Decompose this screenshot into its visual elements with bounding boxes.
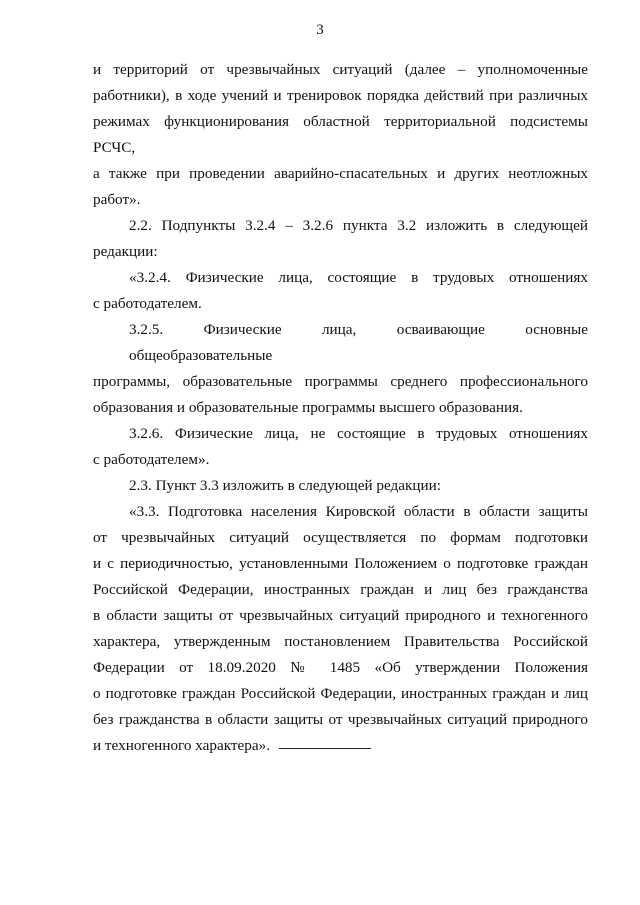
text-line: о подготовке граждан Российской Федерации, иностранных граждан и лиц (93, 685, 588, 702)
paragraph (93, 421, 588, 473)
text-line: а также при проведении аварийно-спасательных и других неотложных (93, 165, 588, 182)
text-line: и с периодичностью, установленными Положением о подготовке граждан (93, 555, 588, 572)
paragraph (93, 317, 588, 421)
text-line: 2.3. Пункт 3.3 изложить в следующей редакции: (129, 477, 442, 494)
paragraph (93, 265, 588, 317)
document-body (93, 57, 588, 759)
paragraph (93, 499, 588, 759)
text-line: от чрезвычайных ситуаций осуществляется по формам подготовки (93, 529, 588, 546)
text-line: без гражданства в области защиты от чрезвычайных ситуаций природного (93, 711, 588, 728)
paragraph (93, 213, 588, 265)
text-line: программы, образовательные программы среднего профессионального (93, 373, 588, 390)
page-number: 3 (316, 22, 324, 38)
text-line: и техногенного характера». (93, 737, 271, 754)
text-line: «3.3. Подготовка населения Кировской области в области защиты (129, 503, 588, 520)
text-line: 2.2. Подпункты 3.2.4 – 3.2.6 пункта 3.2 изложить в следующей (129, 217, 588, 234)
text-line: «3.2.4. Физические лица, состоящие в трудовых отношениях (129, 269, 588, 286)
text-line: и территорий от чрезвычайных ситуаций (далее – уполномоченные (93, 61, 588, 78)
end-divider (279, 748, 371, 749)
text-line: редакции: (93, 243, 158, 260)
text-line: работники), в ходе учений и тренировок порядка действий при различных (93, 87, 588, 104)
text-line: работ». (93, 191, 141, 208)
text-line: с работодателем». (93, 451, 210, 468)
text-line: образования и образовательные программы высшего образования. (93, 399, 523, 416)
paragraph (93, 57, 588, 213)
text-line: 3.2.6. Физические лица, не состоящие в трудовых отношениях (129, 425, 588, 442)
text-line: 3.2.5. Физические лица, осваивающие основные общеобразовательные (129, 321, 588, 364)
text-line: Федерации от 18.09.2020 № 1485 «Об утверждении Положения (93, 659, 588, 676)
text-line: Российской Федерации, иностранных граждан и лиц без гражданства (93, 581, 588, 598)
text-line: режимах функционирования областной территориальной подсистемы РСЧС, (93, 113, 588, 156)
text-line: характера, утвержденным постановлением Правительства Российской (93, 633, 588, 650)
text-line: с работодателем. (93, 295, 202, 312)
paragraph (93, 473, 588, 499)
text-line: в области защиты от чрезвычайных ситуаций природного и техногенного (93, 607, 588, 624)
